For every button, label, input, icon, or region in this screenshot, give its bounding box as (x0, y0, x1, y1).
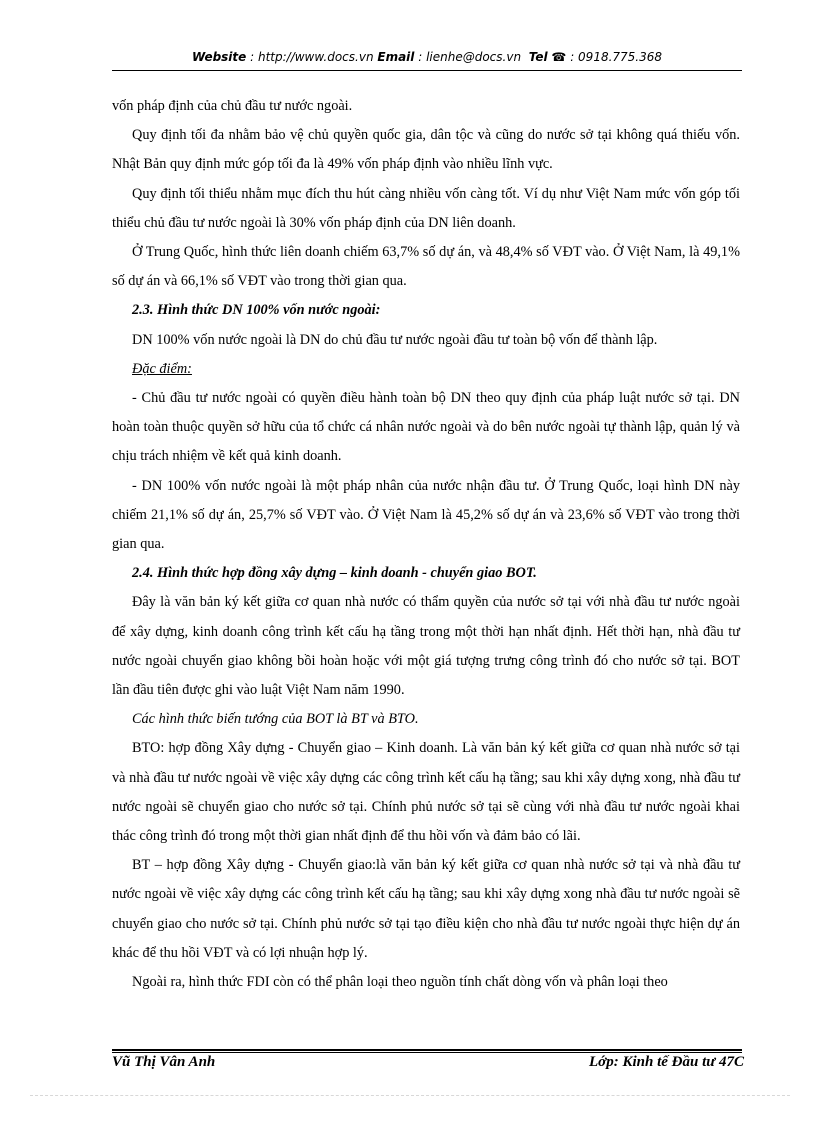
paragraph: Quy định tối thiểu nhằm mục đích thu hút càng nhiều vốn càng tốt. Ví dụ như Việt Nam mức vốn góp tối thiểu chủ đầu tư nước ngoài là 30% vốn pháp định của DN liên doanh. (112, 185, 740, 231)
paragraph-italic: Các hình thức biến tướng của BOT là BT và BTO. (132, 711, 419, 728)
page-edge (30, 1095, 790, 1096)
header-email-label: Email (377, 50, 415, 64)
header-website-label: Website (191, 50, 247, 64)
footer-author: Vũ Thị Vân Anh (112, 1054, 216, 1070)
features-label: Đặc điểm: (132, 360, 192, 377)
footer-class: Lớp: Kinh tế Đầu tư 47C (589, 1054, 744, 1070)
paragraph: - Chủ đầu tư nước ngoài có quyền điều hành toàn bộ DN theo quy định của pháp luật nước sở tại. DN hoàn toàn thuộc quyền sở hữu của tổ chức cá nhân nước ngoài và do bên nước ngoài tự thành lập, quản lý và chịu trách nhiệm về kết quả kinh doanh. (112, 390, 740, 465)
section-heading-2-3: 2.3. Hình thức DN 100% vốn nước ngoài: (132, 302, 381, 319)
header-website-url[interactable]: : http://www.docs.vn (246, 50, 378, 64)
header-divider (112, 70, 742, 71)
paragraph: BTO: hợp đồng Xây dựng - Chuyển giao – Kinh doanh. Là văn bản ký kết giữa cơ quan nhà nước sở tại và nhà đầu tư nước ngoài về việc xây dựng các công trình kết cấu hạ tầng; sau khi xây dựng xong, nhà đầu tư nước ngoài sẽ chuyển giao cho nước sở tại. Chính phủ nước sở tại sẽ cùng với nhà đầu tư nước ngoài khai thác công trình đó trong một thời gian nhất định để thu hồi vốn và đảm bảo có lãi. (112, 740, 740, 845)
section-heading-2-4: 2.4. Hình thức hợp đồng xây dựng – kinh doanh - chuyển giao BOT. (132, 565, 537, 582)
header-email-address[interactable]: : lienhe@docs.vn (414, 50, 525, 64)
footer-divider-thick (112, 1049, 742, 1051)
paragraph: BT – hợp đồng Xây dựng - Chuyển giao:là văn bản ký kết giữa cơ quan nhà nước sở tại và nhà đầu tư nước ngoài về việc xây dựng các công trình kết cấu hạ tầng; sau khi xây dựng xong nhà đầu tư nước ngoài sẽ chuyển giao cho nước sở tại. Chính phủ nước sở tại tạo điều kiện cho nhà đầu tư nước ngoài thực hiện dự án khác để thu hồi VĐT và có lợi nhuận hợp lý. (112, 857, 740, 961)
phone-icon: ☎ (551, 50, 567, 64)
paragraph: Đây là văn bản ký kết giữa cơ quan nhà nước có thẩm quyền của nước sở tại với nhà đầu tư nước ngoài để xây dựng, kinh doanh công trình kết cấu hạ tầng trong một thời hạn nhất định. Hết thời hạn, nhà đầu tư nước ngoài chuyển giao không bồi hoàn hoặc với một giá tượng trưng công trình đó cho nước sở tại. BOT lần đầu tiên được ghi vào luật Việt Nam năm 1990. (112, 594, 740, 699)
paragraph: Ở Trung Quốc, hình thức liên doanh chiếm 63,7% số dự án, và 48,4% số VĐT vào. Ở Việt Nam, là 49,1% số dự án và 66,1% số VĐT vào trong thời gian qua. (112, 244, 740, 290)
paragraph: DN 100% vốn nước ngoài là DN do chủ đầu tư nước ngoài đầu tư toàn bộ vốn để thành lập. (132, 331, 658, 348)
header-tel-number: : 0918.775.368 (566, 50, 663, 64)
paragraph: vốn pháp định của chủ đầu tư nước ngoài. (112, 98, 353, 114)
document-body (112, 92, 740, 997)
paragraph: Quy định tối đa nhằm bảo vệ chủ quyền quốc gia, dân tộc và cũng do nước sở tại không quá thiếu vốn. Nhật Bản quy định mức góp tối đa là 49% vốn pháp định vào nhiều lĩnh vực. (112, 127, 740, 173)
footer-divider-thin (112, 1052, 742, 1053)
paragraph: - DN 100% vốn nước ngoài là một pháp nhân của nước nhận đầu tư. Ở Trung Quốc, loại hình DN này chiếm 21,1% số dự án, 25,7% số VĐT vào. Ở Việt Nam là 45,2% số dự án và 23,6% số VĐT vào trong thời gian qua. (112, 477, 740, 553)
paragraph: Ngoài ra, hình thức FDI còn có thể phân loại theo nguồn tính chất dòng vốn và phân loại theo (132, 974, 668, 991)
page-header (112, 50, 742, 64)
header-tel-label: Tel (528, 50, 548, 64)
